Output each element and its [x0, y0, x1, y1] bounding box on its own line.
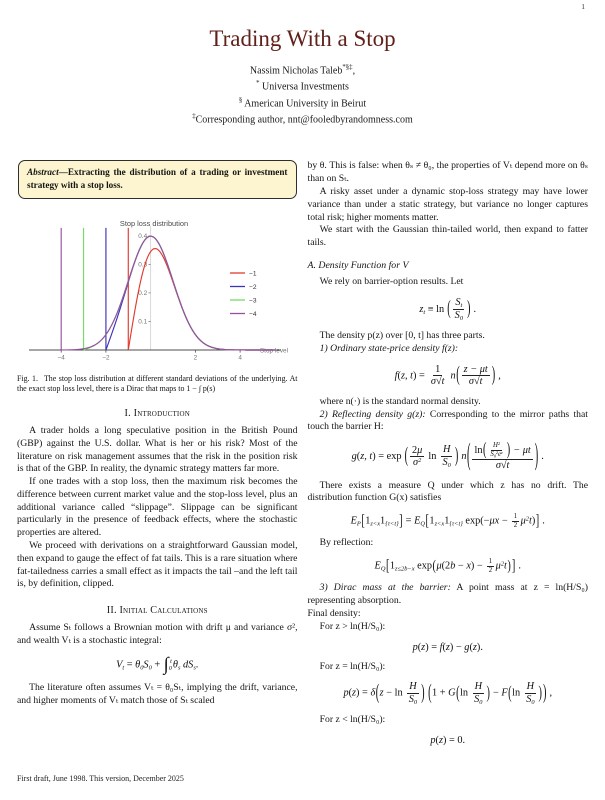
svg-text:−4: −4 — [248, 310, 257, 318]
svg-text:0.4: 0.4 — [138, 232, 147, 240]
affiliation-mark: * — [256, 80, 260, 88]
two-column-body — [0, 160, 605, 754]
affiliation-universa — [0, 77, 605, 93]
item-3-text: A point mass at z = ln(H/S₀) representing absorption. — [307, 582, 588, 607]
equation-p-f-minus-g: p(z) = f(z) − g(z). — [412, 641, 483, 653]
affiliation-text: American University in Beirut — [242, 97, 367, 109]
item-3-dirac-mass — [308, 582, 589, 608]
svg-text:−2: −2 — [248, 283, 257, 291]
item-2-label: 2) Reflecting density g(z): — [319, 408, 426, 420]
author-block — [0, 61, 605, 126]
abstract-label: Abstract — [27, 167, 59, 178]
corresponding-author-line — [0, 110, 605, 126]
calc-paragraph-1: Assume Sₜ follows a Brownian motion with drift μ and variance σ², and wealth Vₜ is a stochastic integral: — [17, 622, 298, 647]
equation-p-dirac: p(z) = δ(z − ln $\frac{H}{S0}$ ) (1 + G(ln $\frac{H}{S0}$ ) − F(ln $\frac{H}{S0}$ )) , — [343, 681, 553, 706]
final-density-line: Final density: — [307, 607, 361, 619]
svg-text:2: 2 — [193, 354, 197, 362]
svg-text:−2: −2 — [102, 354, 110, 362]
svg-text:Stop loss distribution: Stop loss distribution — [119, 218, 188, 228]
standard-normal-note: where n(·) is the standard normal density. — [319, 395, 481, 407]
item-2-text: Corresponding to the mirror paths that touch the barrier H: — [307, 408, 588, 433]
continuation-paragraph: by θ. This is false: when θₛ ≠ θ₀, the properties of Vₜ depend more on θₛ than on Sₜ. — [307, 160, 588, 185]
figure-caption — [17, 374, 298, 394]
subsection-a-heading: A. Density Function for V — [307, 259, 409, 271]
case-z-equal: For z = ln(H/S₀): — [319, 660, 386, 672]
svg-text:−4: −4 — [57, 354, 65, 362]
page-number: 1 — [581, 2, 585, 11]
equation-wealth-integral: Vt = θ0S0 + ∫ t 0 θs dSs. — [116, 653, 199, 675]
item-1-label: 1) Ordinary state-price density f(z): — [319, 342, 459, 354]
first-draft-footnote: First draft, June 1998. This version, December 2025 — [17, 774, 184, 783]
item-3-label: 3) Dirac mass at the barrier: — [319, 582, 451, 594]
equation-g-density: g(z, t) = exp ( $\frac{2\mu}{\sigma^2}$ ln $\frac{H}{S0}$ ) n( ln( $\frac{H^2}{S0^2e^z}$ ) − μt σ√t ) . — [351, 440, 544, 474]
dynamic-strategy-paragraph: A risky asset under a dynamic stop-loss strategy may have lower variance than under a static strategy, but variance no longer captures total risk; higher moments matter. — [307, 185, 588, 223]
svg-text:4: 4 — [238, 354, 242, 362]
figure-1 — [17, 217, 298, 394]
abstract-box — [18, 160, 297, 198]
measure-q-paragraph: There exists a measure Q under which z has no drift. The distribution function G(x) satisfies — [307, 479, 588, 504]
by-reflection-line: By reflection: — [319, 537, 374, 549]
equation-reflection: EQ[1z≤2b−x exp(μ(2b − x) − $\frac{1}{2}$ $\mu^2t$)] . — [374, 557, 521, 575]
section-initial-calculations-heading: II. Initial Calculations — [106, 605, 208, 617]
author-footnote-marks: *§‡ — [342, 64, 353, 71]
intro-paragraph-3: We proceed with derivations on a straightforward Gaussian model, then expand to gauge the effect of fat tails. This is a rare situation where fat-tailedness carries a small effect as it impacts the tail –and the left tail is, by definition, clipped. — [17, 540, 298, 590]
section-introduction-heading: I. Introduction — [124, 407, 190, 419]
figure-caption-label: Fig. 1. — [17, 373, 38, 383]
abstract-body: Extracting the distribution of a trading or investment strategy with a stop loss. — [27, 167, 288, 190]
equation-f-density: f(z, t) = $\frac{1}{\sigma√t}$ n( $\frac{z - \mu t}{\sigma√t}$ ) , — [394, 363, 501, 388]
author-line — [0, 61, 605, 77]
stop-loss-distribution-chart — [25, 217, 290, 369]
author-name: Nassim Nicholas Taleb — [249, 65, 343, 77]
case-z-less: For z < ln(H/S₀): — [319, 714, 386, 726]
left-column — [17, 160, 298, 754]
svg-text:0.3: 0.3 — [138, 261, 147, 269]
author-comma: , — [352, 65, 356, 77]
affiliation-text: Corresponding author, nnt@fooledbyrandomness.com — [195, 114, 413, 126]
barrier-option-paragraph: We rely on barrier-option results. Let — [319, 275, 464, 287]
calc-paragraph-2: The literature often assumes Vₜ = θ₀Sₜ, implying the drift, variance, and higher moments of Vₜ match those of Sₜ scaled — [17, 682, 298, 707]
right-column — [308, 160, 589, 754]
density-parts-paragraph: The density p(z) over [0, t] has three parts. — [319, 330, 485, 342]
equation-z-definition: zt ≡ ln ( $\frac{St}{S0}$ ) . — [419, 296, 477, 322]
equation-expectation-p: EP[1z<x1{τ<t}] = EQ[1z<x1{τ<t} exp(−μx − $\frac{1}{2}$ $\mu^2t$)] . — [350, 512, 545, 530]
item-2-reflecting-density — [308, 409, 589, 435]
intro-paragraph-1: A trader holds a long speculative position in the British Pound (GBP) against the U.S. dollar. What is her or his risk? Most of the literature on risk management assumes that the risk in the position risk is that of the GBP. In reality, the dynamic strategy matters far more. — [17, 424, 298, 475]
paper-title: Trading With a Stop — [209, 26, 396, 51]
figure-caption-text: The stop loss distribution at different standard deviations of the underlying. At the exact stop loss level, there is a Dirac that maps to 1 − ∫ p(s) — [17, 373, 298, 393]
affiliation-aub — [0, 94, 605, 110]
svg-text:−1: −1 — [248, 269, 257, 277]
gaussian-world-paragraph: We start with the Gaussian thin-tailed world, then expand to fatter tails. — [307, 224, 588, 249]
abstract-dash: — — [58, 167, 68, 178]
intro-paragraph-2: If one trades with a stop loss, then the maximum risk becomes the difference between current market value and the stop-loss level, plus an additional variance called “slippage”. Slippage can be significant particularly in the presence of feedback effects, where the stochastic properties are altered. — [17, 476, 298, 539]
item-1-ordinary-density — [308, 343, 589, 356]
case-z-greater: For z > ln(H/S₀): — [319, 620, 386, 632]
svg-text:0.2: 0.2 — [138, 289, 147, 297]
affiliation-mark: ‡ — [192, 112, 196, 120]
svg-text:−3: −3 — [248, 296, 257, 304]
abstract-text — [27, 166, 288, 191]
affiliation-text: Universa Investments — [259, 81, 349, 93]
affiliation-mark: § — [238, 96, 243, 104]
svg-text:0.1: 0.1 — [138, 318, 147, 326]
svg-text:Stop level: Stop level — [259, 347, 288, 355]
equation-p-zero: p(z) = 0. — [430, 734, 466, 746]
